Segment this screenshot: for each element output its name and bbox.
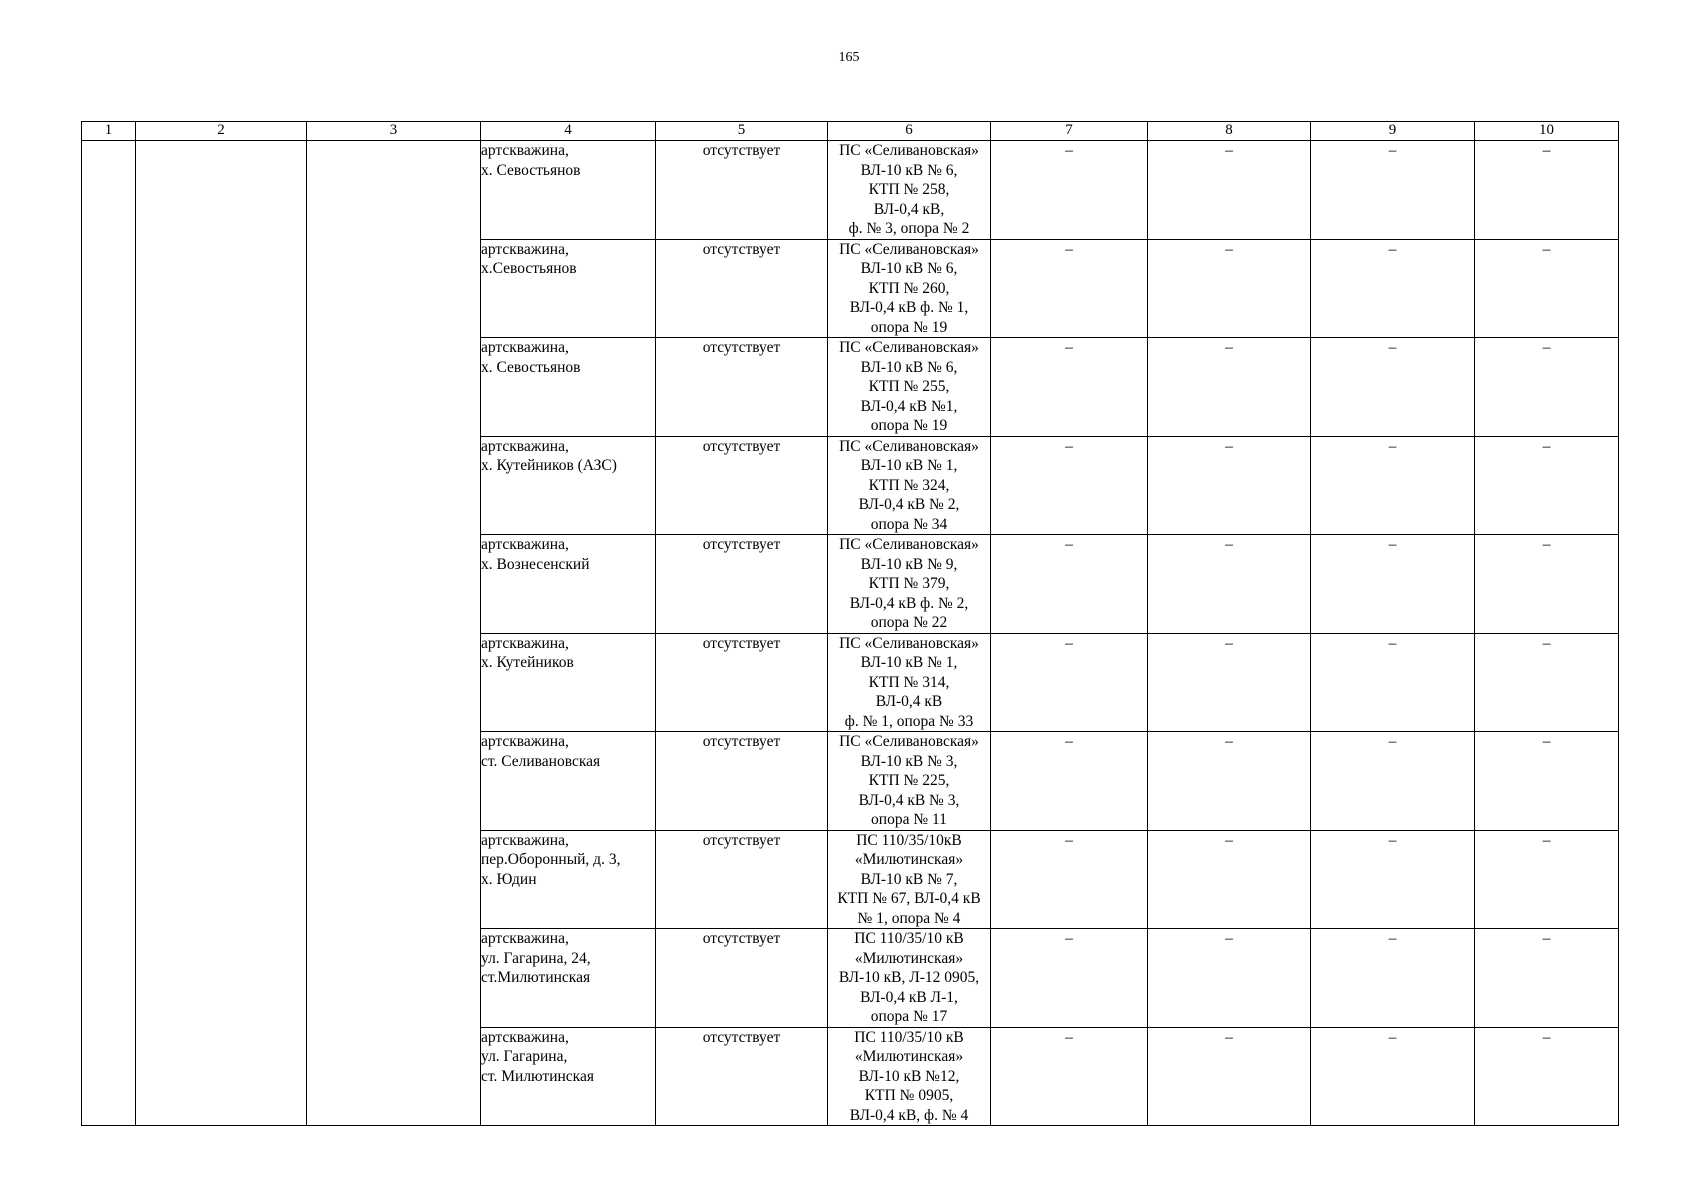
dash-cell-c7: – [991,732,1148,831]
supply-cell [828,929,991,1028]
cell-col-1 [82,732,136,831]
dash-cell-c8: – [1148,535,1311,634]
status-cell: отсутствует [656,732,828,831]
dash-cell-c10: – [1475,436,1619,535]
supply-cell [828,239,991,338]
object-line: х. Кутейников [481,654,574,671]
dash-cell-c9: – [1311,535,1475,634]
table-row [82,141,1619,240]
status-cell: отсутствует [656,830,828,929]
object-cell [481,830,656,929]
table-body [82,141,1619,1126]
column-header-6: 6 [828,122,991,141]
object-cell [481,141,656,240]
column-header-2: 2 [136,122,307,141]
dash-cell-c9: – [1311,141,1475,240]
supply-line: ВЛ-0,4 кВ ф. № 1, [849,299,969,316]
supply-line: № 1, опора № 4 [857,909,961,927]
supply-line: ПС «Селивановская» [839,634,979,652]
cell-col-1 [82,1027,136,1126]
supply-line: ВЛ-10 кВ № 7, [860,870,958,888]
object-line: артскважина, [481,536,569,553]
table-row [82,830,1619,929]
dash-cell-c8: – [1148,436,1311,535]
supply-line: ВЛ-10 кВ № 3, [860,752,958,770]
supply-cell [828,141,991,240]
status-cell: отсутствует [656,1027,828,1126]
data-table [81,121,1619,1126]
supply-line: ВЛ-10 кВ № 1, [860,457,958,474]
dash-cell-c10: – [1475,141,1619,240]
status-cell: отсутствует [656,929,828,1028]
supply-cell [828,436,991,535]
cell-col-3 [307,732,481,831]
table-row [82,732,1619,831]
table-row [82,535,1619,634]
supply-line: ПС 110/35/10кВ [856,831,962,849]
dash-cell-c8: – [1148,1027,1311,1126]
supply-line: КТП № 324, [868,476,950,494]
status-cell: отсутствует [656,141,828,240]
column-header-1: 1 [82,122,136,141]
supply-line: ВЛ-0,4 кВ №1, [860,397,958,415]
status-cell: отсутствует [656,338,828,437]
dash-cell-c8: – [1148,338,1311,437]
supply-line: ВЛ-10 кВ № 9, [860,555,958,573]
column-header-4: 4 [481,122,656,141]
cell-col-1 [82,535,136,634]
supply-line: опора № 19 [870,417,948,434]
object-cell [481,436,656,535]
column-header-10: 10 [1475,122,1619,141]
supply-line: КТП № 225, [868,772,950,789]
object-line: артскважина, [481,142,569,159]
cell-col-2 [136,535,307,634]
cell-col-2 [136,732,307,831]
object-line: х. Кутейников (АЗС) [481,457,617,474]
supply-cell [828,633,991,732]
supply-line: ВЛ-10 кВ №12, [858,1067,960,1085]
dash-cell-c9: – [1311,732,1475,831]
supply-cell [828,830,991,929]
status-cell: отсутствует [656,633,828,732]
dash-cell-c10: – [1475,830,1619,929]
dash-cell-c8: – [1148,141,1311,240]
object-cell [481,535,656,634]
dash-cell-c7: – [991,633,1148,732]
object-line: артскважина, [481,733,569,750]
dash-cell-c10: – [1475,338,1619,437]
column-header-5: 5 [656,122,828,141]
supply-line: КТП № 67, ВЛ-0,4 кВ [837,890,981,907]
supply-line: КТП № 260, [868,279,950,297]
object-line: ул. Гагарина, [481,1048,568,1065]
supply-cell [828,338,991,437]
object-cell [481,338,656,437]
dash-cell-c9: – [1311,929,1475,1028]
cell-col-3 [307,929,481,1028]
object-line: артскважина, [481,930,569,947]
object-line: артскважина, [481,437,569,455]
object-line: ст. Селивановская [481,752,601,770]
cell-col-2 [136,633,307,732]
supply-line: ПС «Селивановская» [839,437,979,455]
status-cell: отсутствует [656,436,828,535]
supply-line: ПС 110/35/10 кВ [854,930,964,947]
dash-cell-c10: – [1475,732,1619,831]
dash-cell-c7: – [991,338,1148,437]
dash-cell-c9: – [1311,436,1475,535]
supply-cell [828,732,991,831]
object-line: х.Севостьянов [481,260,577,277]
cell-col-3 [307,141,481,240]
object-cell [481,239,656,338]
column-header-8: 8 [1148,122,1311,141]
supply-line: ПС «Селивановская» [839,536,979,553]
cell-col-1 [82,436,136,535]
cell-col-3 [307,633,481,732]
object-line: х. Севостьянов [481,161,581,179]
cell-col-1 [82,239,136,338]
cell-col-2 [136,929,307,1028]
supply-line: опора № 19 [870,318,948,336]
dash-cell-c9: – [1311,633,1475,732]
supply-line: ф. № 3, опора № 2 [848,220,970,237]
cell-col-3 [307,338,481,437]
supply-line: ВЛ-0,4 кВ [875,693,943,710]
table-row [82,633,1619,732]
dash-cell-c10: – [1475,929,1619,1028]
column-header-7: 7 [991,122,1148,141]
cell-col-1 [82,633,136,732]
dash-cell-c8: – [1148,830,1311,929]
supply-cell [828,1027,991,1126]
supply-line: ПС «Селивановская» [839,339,979,356]
object-cell [481,929,656,1028]
table-row [82,436,1619,535]
cell-col-3 [307,830,481,929]
dash-cell-c8: – [1148,929,1311,1028]
header-row [82,122,1619,141]
dash-cell-c7: – [991,1027,1148,1126]
supply-line: ВЛ-0,4 кВ № 2, [858,496,960,513]
supply-line: опора № 22 [870,614,948,631]
supply-line: ВЛ-10 кВ № 1, [860,654,958,671]
supply-line: ВЛ-0,4 кВ Л-1, [860,988,958,1006]
cell-col-3 [307,535,481,634]
dash-cell-c7: – [991,830,1148,929]
dash-cell-c7: – [991,436,1148,535]
supply-line: «Милютинская» [854,949,964,967]
supply-line: опора № 17 [870,1008,948,1025]
object-line: артскважина, [481,339,569,356]
dash-cell-c10: – [1475,535,1619,634]
status-cell: отсутствует [656,535,828,634]
table-row [82,338,1619,437]
supply-line: ВЛ-0,4 кВ, [873,200,945,218]
supply-line: КТП № 314, [868,673,950,691]
supply-line: ф. № 1, опора № 33 [844,712,974,730]
object-cell [481,1027,656,1126]
column-header-3: 3 [307,122,481,141]
object-cell [481,633,656,732]
cell-col-1 [82,830,136,929]
cell-col-2 [136,830,307,929]
supply-line: КТП № 258, [868,181,950,198]
object-line: ст. Милютинская [481,1067,594,1085]
supply-line: ВЛ-10 кВ, Л-12 0905, [838,969,980,986]
cell-col-3 [307,239,481,338]
cell-col-3 [307,1027,481,1126]
supply-line: ПС 110/35/10 кВ [854,1028,964,1046]
supply-line: ВЛ-10 кВ № 6, [860,260,958,277]
object-line: х. Юдин [481,870,537,888]
dash-cell-c10: – [1475,1027,1619,1126]
dash-cell-c9: – [1311,830,1475,929]
supply-line: ПС «Селивановская» [839,240,979,258]
table-row [82,239,1619,338]
cell-col-3 [307,436,481,535]
cell-col-2 [136,338,307,437]
dash-cell-c8: – [1148,732,1311,831]
cell-col-1 [82,338,136,437]
column-header-9: 9 [1311,122,1475,141]
dash-cell-c7: – [991,929,1148,1028]
cell-col-2 [136,141,307,240]
cell-col-2 [136,1027,307,1126]
supply-line: ВЛ-0,4 кВ, ф. № 4 [849,1106,969,1124]
cell-col-2 [136,239,307,338]
object-line: х. Севостьянов [481,358,581,376]
table-row [82,929,1619,1028]
supply-line: ВЛ-10 кВ № 6, [860,358,958,376]
dash-cell-c9: – [1311,338,1475,437]
supply-line: опора № 34 [870,515,948,533]
table-row [82,1027,1619,1126]
supply-line: ВЛ-10 кВ № 6, [860,161,958,179]
supply-line: опора № 11 [871,811,947,828]
object-line: артскважина, [481,831,569,849]
dash-cell-c9: – [1311,1027,1475,1126]
dash-cell-c7: – [991,535,1148,634]
object-line: артскважина, [481,240,569,258]
supply-line: КТП № 379, [868,575,950,592]
object-line: ул. Гагарина, 24, [481,949,591,967]
supply-line: КТП № 255, [868,378,950,395]
cell-col-2 [136,436,307,535]
dash-cell-c8: – [1148,633,1311,732]
supply-line: ПС «Селивановская» [839,733,979,750]
supply-line: «Милютинская» [854,1048,964,1065]
cell-col-1 [82,929,136,1028]
supply-line: КТП № 0905, [864,1087,954,1104]
object-line: ст.Милютинская [481,969,591,986]
dash-cell-c7: – [991,141,1148,240]
dash-cell-c9: – [1311,239,1475,338]
object-line: артскважина, [481,1028,569,1046]
dash-cell-c10: – [1475,633,1619,732]
dash-cell-c8: – [1148,239,1311,338]
dash-cell-c7: – [991,239,1148,338]
object-cell [481,732,656,831]
supply-line: ПС «Селивановская» [839,142,979,159]
supply-line: «Милютинская» [854,851,964,868]
supply-cell [828,535,991,634]
supply-line: ВЛ-0,4 кВ ф. № 2, [849,594,969,612]
object-line: пер.Оборонный, д. 3, [481,851,621,868]
status-cell: отсутствует [656,239,828,338]
page-number: 165 [838,50,860,65]
dash-cell-c10: – [1475,239,1619,338]
cell-col-1 [82,141,136,240]
supply-line: ВЛ-0,4 кВ № 3, [858,791,960,809]
object-line: х. Вознесенский [481,555,590,573]
object-line: артскважина, [481,634,569,652]
